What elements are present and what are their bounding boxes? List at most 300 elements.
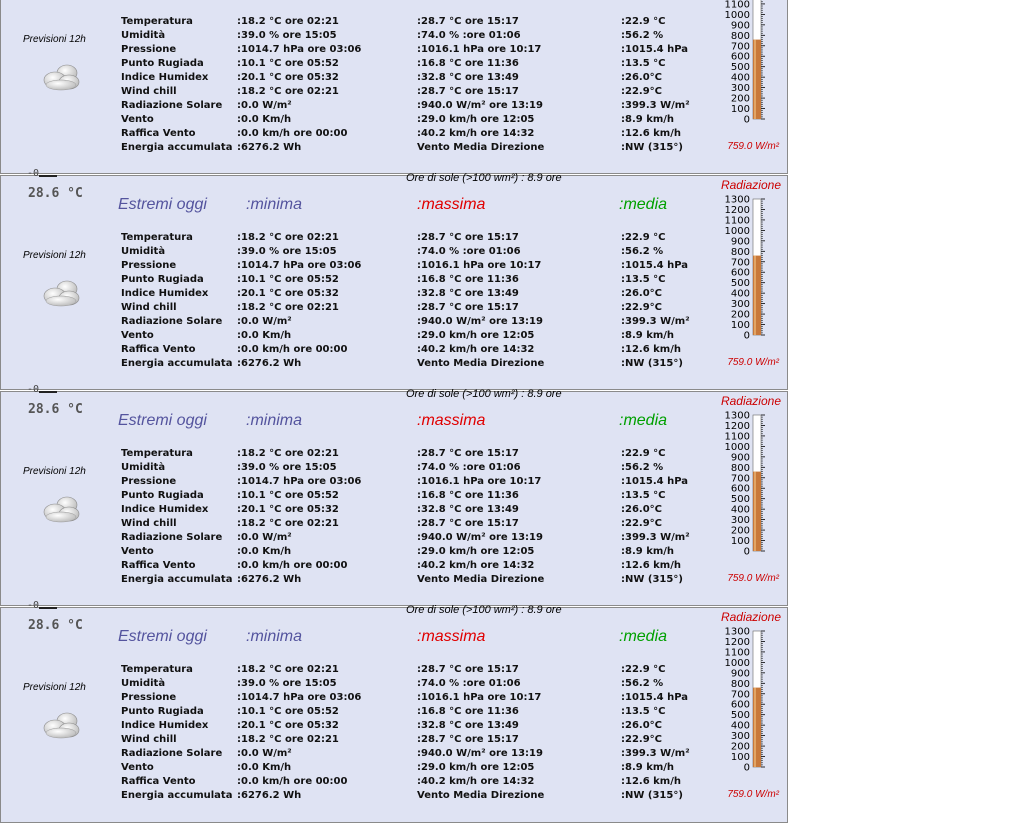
extremes-header	[118, 0, 678, 2]
row-label: Pressione	[121, 476, 177, 487]
row-avg-value: :22.9°C	[621, 518, 663, 529]
weather-panel	[0, 0, 788, 174]
row-label: Wind chill	[121, 734, 177, 745]
row-max-value: Vento Media Direzione	[417, 574, 545, 585]
gauge-tick-label: 500	[730, 710, 750, 722]
extremes-table	[121, 15, 711, 155]
row-label: Umidità	[121, 462, 166, 473]
row-min-value: :0.0 W/m²	[237, 316, 292, 327]
table-row	[121, 71, 711, 85]
row-avg-value: :8.9 km/h	[621, 114, 675, 125]
row-avg-value: :13.5 °C	[621, 490, 666, 501]
row-min-value: :0.0 km/h ore 00:00	[237, 560, 348, 571]
gauge-tick-label: 500	[730, 62, 750, 74]
row-max-value: :1016.1 hPa ore 10:17	[417, 44, 542, 55]
row-min-value: :0.0 Km/h	[237, 330, 292, 341]
row-min-value: :39.0 % ore 15:05	[237, 462, 337, 473]
row-label: Indice Humidex	[121, 72, 209, 83]
row-min-value: :6276.2 Wh	[237, 790, 302, 801]
gauge-tick-label: 0	[743, 762, 750, 774]
gauge-tick-label: 400	[730, 504, 750, 516]
row-label: Pressione	[121, 44, 177, 55]
row-max-value: :40.2 km/h ore 14:32	[417, 128, 535, 139]
gauge-tick-label: 1200	[724, 204, 750, 216]
table-row	[121, 517, 711, 531]
row-max-value: :28.7 °C ore 15:17	[417, 232, 519, 243]
table-row	[121, 719, 711, 733]
row-min-value: :18.2 °C ore 02:21	[237, 734, 339, 745]
gauge-tick-label: 800	[730, 246, 750, 258]
row-avg-value: :399.3 W/m²	[621, 316, 690, 327]
gauge-tick-label: 600	[730, 267, 750, 279]
table-row	[121, 315, 711, 329]
table-row	[121, 43, 711, 57]
gauge-tick-label: 700	[730, 689, 750, 701]
row-min-value: :0.0 Km/h	[237, 546, 292, 557]
row-label: Punto Rugiada	[121, 706, 204, 717]
gauge-tick-label: 1300	[724, 626, 750, 638]
gauge-tick-label: 200	[730, 93, 750, 105]
row-min-value: :20.1 °C ore 05:32	[237, 72, 339, 83]
gauge-tick-label: 1300	[724, 194, 750, 206]
table-row	[121, 29, 711, 43]
table-row	[121, 545, 711, 559]
table-row	[121, 127, 711, 141]
row-label: Raffica Vento	[121, 344, 196, 355]
row-label: Energia accumulata	[121, 358, 233, 369]
row-label: Temperatura	[121, 448, 193, 459]
gauge-tick-label: 700	[730, 257, 750, 269]
row-avg-value: :8.9 km/h	[621, 762, 675, 773]
row-avg-value: :13.5 °C	[621, 274, 666, 285]
row-min-value: :18.2 °C ore 02:21	[237, 232, 339, 243]
column-max-header: :massima	[417, 412, 486, 429]
row-min-value: :20.1 °C ore 05:32	[237, 288, 339, 299]
row-max-value: :940.0 W/m² ore 13:19	[417, 100, 543, 111]
row-min-value: :0.0 W/m²	[237, 100, 292, 111]
table-row	[121, 141, 711, 155]
row-min-value: :18.2 °C ore 02:21	[237, 448, 339, 459]
row-min-value: :6276.2 Wh	[237, 358, 302, 369]
gauge-tick-label: 1000	[724, 657, 750, 669]
gauge-tick-label: 100	[730, 752, 750, 764]
row-avg-value: :13.5 °C	[621, 58, 666, 69]
row-max-value: :16.8 °C ore 11:36	[417, 58, 519, 69]
table-row	[121, 573, 711, 587]
current-temperature: 28.6 °C	[28, 186, 83, 201]
extremes-header	[118, 628, 678, 650]
gauge-tick-label: 900	[730, 668, 750, 680]
row-label: Indice Humidex	[121, 288, 209, 299]
row-max-value: :16.8 °C ore 11:36	[417, 706, 519, 717]
row-max-value: :28.7 °C ore 15:17	[417, 302, 519, 313]
row-max-value: :29.0 km/h ore 12:05	[417, 546, 535, 557]
row-min-value: :10.1 °C ore 05:52	[237, 706, 339, 717]
row-max-value: :40.2 km/h ore 14:32	[417, 344, 535, 355]
forecast-label: Previsioni 12h	[23, 34, 86, 45]
gauge-tick-label: 600	[730, 699, 750, 711]
temp-scale-stub: -0	[27, 600, 40, 611]
row-avg-value: :22.9 °C	[621, 232, 666, 243]
row-max-value: :940.0 W/m² ore 13:19	[417, 532, 543, 543]
row-min-value: :6276.2 Wh	[237, 142, 302, 153]
gauge-tick-label: 1000	[724, 441, 750, 453]
extremes-title: Estremi oggi	[118, 628, 207, 645]
extremes-table	[121, 447, 711, 587]
row-avg-value: :1015.4 hPa	[621, 476, 688, 487]
table-row	[121, 231, 711, 245]
row-max-value: :29.0 km/h ore 12:05	[417, 114, 535, 125]
row-max-value: :940.0 W/m² ore 13:19	[417, 316, 543, 327]
row-min-value: :1014.7 hPa ore 03:06	[237, 44, 362, 55]
row-label: Radiazione Solare	[121, 316, 223, 327]
row-min-value: :18.2 °C ore 02:21	[237, 664, 339, 675]
table-row	[121, 503, 711, 517]
row-label: Raffica Vento	[121, 128, 196, 139]
gauge-tick-label: 1100	[724, 0, 750, 11]
row-avg-value: :1015.4 hPa	[621, 260, 688, 271]
gauge-tick-label: 900	[730, 20, 750, 32]
row-max-value: :29.0 km/h ore 12:05	[417, 330, 535, 341]
radiation-value: 759.0 W/m²	[727, 141, 779, 152]
gauge-tick-label: 1100	[724, 647, 750, 659]
gauge-tick-label: 700	[730, 473, 750, 485]
gauge-tick-label: 100	[730, 104, 750, 116]
row-avg-value: :56.2 %	[621, 30, 664, 41]
row-avg-value: :26.0°C	[621, 720, 663, 731]
row-max-value: :74.0 % :ore 01:06	[417, 462, 521, 473]
extremes-header	[118, 412, 678, 434]
gauge-fill-highlight	[754, 472, 756, 551]
gauge-tick-label: 300	[730, 83, 750, 95]
row-avg-value: :8.9 km/h	[621, 330, 675, 341]
radiation-gauge	[719, 624, 769, 784]
gauge-tick-label: 800	[730, 30, 750, 42]
row-min-value: :39.0 % ore 15:05	[237, 678, 337, 689]
row-min-value: :1014.7 hPa ore 03:06	[237, 476, 362, 487]
row-label: Indice Humidex	[121, 720, 209, 731]
cloudy-icon	[41, 492, 83, 524]
row-avg-value: :22.9 °C	[621, 664, 666, 675]
extremes-table	[121, 663, 711, 803]
row-avg-value: :26.0°C	[621, 288, 663, 299]
gauge-tick-label: 500	[730, 494, 750, 506]
table-row	[121, 747, 711, 761]
row-max-value: Vento Media Direzione	[417, 790, 545, 801]
row-min-value: :18.2 °C ore 02:21	[237, 16, 339, 27]
row-avg-value: :NW (315°)	[621, 142, 683, 153]
gauge-tick-label: 1000	[724, 9, 750, 21]
gauge-tick-label: 600	[730, 51, 750, 63]
row-avg-value: :399.3 W/m²	[621, 532, 690, 543]
table-row	[121, 15, 711, 29]
column-min-header: :minima	[246, 628, 303, 645]
table-row	[121, 329, 711, 343]
current-temperature: 28.6 °C	[28, 402, 83, 417]
row-min-value: :39.0 % ore 15:05	[237, 246, 337, 257]
table-row	[121, 775, 711, 789]
row-label: Radiazione Solare	[121, 100, 223, 111]
row-avg-value: :56.2 %	[621, 246, 664, 257]
gauge-tick-label: 400	[730, 288, 750, 300]
row-max-value: :28.7 °C ore 15:17	[417, 518, 519, 529]
row-label: Energia accumulata	[121, 574, 233, 585]
row-max-value: :74.0 % :ore 01:06	[417, 678, 521, 689]
gauge-tick-label: 1100	[724, 431, 750, 443]
extremes-header	[118, 196, 678, 218]
table-row	[121, 461, 711, 475]
gauge-tick-label: 700	[730, 41, 750, 53]
radiation-title: Radiazione	[720, 394, 781, 408]
row-label: Vento	[121, 762, 154, 773]
table-row	[121, 789, 711, 803]
row-min-value: :6276.2 Wh	[237, 574, 302, 585]
extremes-table	[121, 231, 711, 371]
table-row	[121, 475, 711, 489]
column-avg-header: :media	[619, 196, 668, 213]
row-min-value: :0.0 km/h ore 00:00	[237, 776, 348, 787]
gauge-tick-label: 500	[730, 278, 750, 290]
row-max-value: :28.7 °C ore 15:17	[417, 86, 519, 97]
row-label: Raffica Vento	[121, 560, 196, 571]
column-avg-header: :media	[619, 628, 668, 645]
table-row	[121, 761, 711, 775]
cloudy-icon	[41, 60, 83, 92]
gauge-tick-label: 800	[730, 462, 750, 474]
row-min-value: :0.0 km/h ore 00:00	[237, 128, 348, 139]
table-row	[121, 733, 711, 747]
row-label: Vento	[121, 114, 154, 125]
row-max-value: :29.0 km/h ore 12:05	[417, 762, 535, 773]
row-label: Temperatura	[121, 664, 193, 675]
row-label: Temperatura	[121, 232, 193, 243]
row-max-value: :16.8 °C ore 11:36	[417, 490, 519, 501]
table-row	[121, 559, 711, 573]
row-min-value: :10.1 °C ore 05:52	[237, 490, 339, 501]
row-label: Wind chill	[121, 302, 177, 313]
row-avg-value: :56.2 %	[621, 678, 664, 689]
row-min-value: :0.0 Km/h	[237, 762, 292, 773]
gauge-tick-label: 400	[730, 72, 750, 84]
row-avg-value: :1015.4 hPa	[621, 692, 688, 703]
row-label: Umidità	[121, 246, 166, 257]
gauge-tick-label: 200	[730, 741, 750, 753]
table-row	[121, 343, 711, 357]
row-avg-value: :8.9 km/h	[621, 546, 675, 557]
row-label: Punto Rugiada	[121, 490, 204, 501]
table-row	[121, 691, 711, 705]
table-row	[121, 357, 711, 371]
row-max-value: Vento Media Direzione	[417, 142, 545, 153]
row-min-value: :18.2 °C ore 02:21	[237, 302, 339, 313]
gauge-tick-label: 100	[730, 536, 750, 548]
row-min-value: :0.0 W/m²	[237, 748, 292, 759]
table-row	[121, 705, 711, 719]
row-min-value: :18.2 °C ore 02:21	[237, 518, 339, 529]
table-row	[121, 259, 711, 273]
table-row	[121, 273, 711, 287]
gauge-tick-label: 0	[743, 114, 750, 126]
row-avg-value: :22.9 °C	[621, 448, 666, 459]
row-avg-value: :12.6 km/h	[621, 344, 681, 355]
forecast-label: Previsioni 12h	[23, 466, 86, 477]
row-label: Punto Rugiada	[121, 274, 204, 285]
cloudy-icon	[41, 276, 83, 308]
forecast-label: Previsioni 12h	[23, 682, 86, 693]
row-max-value: :32.8 °C ore 13:49	[417, 288, 519, 299]
table-row	[121, 287, 711, 301]
row-avg-value: :399.3 W/m²	[621, 100, 690, 111]
column-max-header: :massima	[417, 196, 486, 213]
gauge-tick-label: 300	[730, 299, 750, 311]
table-row	[121, 677, 711, 691]
row-avg-value: :26.0°C	[621, 72, 663, 83]
gauge-tick-label: 0	[743, 546, 750, 558]
column-min-header: :minima	[246, 412, 303, 429]
row-max-value: :28.7 °C ore 15:17	[417, 448, 519, 459]
row-max-value: :74.0 % :ore 01:06	[417, 246, 521, 257]
row-max-value: :1016.1 hPa ore 10:17	[417, 260, 542, 271]
row-avg-value: :26.0°C	[621, 504, 663, 515]
gauge-tick-label: 900	[730, 452, 750, 464]
table-row	[121, 447, 711, 461]
weather-panel	[0, 600, 788, 823]
row-label: Pressione	[121, 692, 177, 703]
gauge-tick-label: 300	[730, 731, 750, 743]
column-avg-header: :media	[619, 412, 668, 429]
row-avg-value: :22.9°C	[621, 302, 663, 313]
row-avg-value: :NW (315°)	[621, 574, 683, 585]
radiation-value: 759.0 W/m²	[727, 789, 779, 800]
row-avg-value: :399.3 W/m²	[621, 748, 690, 759]
row-min-value: :0.0 km/h ore 00:00	[237, 344, 348, 355]
gauge-tick-label: 600	[730, 483, 750, 495]
cloudy-icon	[41, 708, 83, 740]
row-max-value: :32.8 °C ore 13:49	[417, 504, 519, 515]
row-min-value: :39.0 % ore 15:05	[237, 30, 337, 41]
radiation-value: 759.0 W/m²	[727, 357, 779, 368]
table-row	[121, 113, 711, 127]
weather-panel	[0, 384, 788, 606]
row-min-value: :10.1 °C ore 05:52	[237, 58, 339, 69]
sun-hours-text: Ore di sole (>100 wm²) : 8.9 ore	[406, 604, 562, 616]
row-min-value: :1014.7 hPa ore 03:06	[237, 260, 362, 271]
table-row	[121, 99, 711, 113]
row-label: Radiazione Solare	[121, 532, 223, 543]
column-max-header: :massima	[417, 628, 486, 645]
table-row	[121, 663, 711, 677]
gauge-tick-label: 300	[730, 515, 750, 527]
gauge-tick-label: 400	[730, 720, 750, 732]
gauge-tick-label: 1300	[724, 410, 750, 422]
radiation-title: Radiazione	[720, 610, 781, 624]
gauge-tick-label: 900	[730, 236, 750, 248]
row-min-value: :10.1 °C ore 05:52	[237, 274, 339, 285]
row-avg-value: :56.2 %	[621, 462, 664, 473]
table-row	[121, 57, 711, 71]
temp-scale-stub: -0	[27, 384, 40, 395]
radiation-gauge	[719, 0, 769, 136]
row-label: Umidità	[121, 30, 166, 41]
gauge-tick-label: 200	[730, 309, 750, 321]
radiation-title: Radiazione	[720, 178, 781, 192]
gauge-tick-label: 1200	[724, 420, 750, 432]
row-avg-value: :22.9 °C	[621, 16, 666, 27]
row-label: Raffica Vento	[121, 776, 196, 787]
gauge-tick-label: 1200	[724, 636, 750, 648]
row-max-value: :1016.1 hPa ore 10:17	[417, 692, 542, 703]
row-label: Indice Humidex	[121, 504, 209, 515]
row-avg-value: :22.9°C	[621, 734, 663, 745]
row-label: Wind chill	[121, 86, 177, 97]
gauge-tick-label: 200	[730, 525, 750, 537]
radiation-value: 759.0 W/m²	[727, 573, 779, 584]
row-min-value: :20.1 °C ore 05:32	[237, 720, 339, 731]
row-min-value: :0.0 W/m²	[237, 532, 292, 543]
row-label: Radiazione Solare	[121, 748, 223, 759]
row-min-value: :20.1 °C ore 05:32	[237, 504, 339, 515]
extremes-title: Estremi oggi	[118, 196, 207, 213]
row-label: Temperatura	[121, 16, 193, 27]
table-row	[121, 85, 711, 99]
row-avg-value: :12.6 km/h	[621, 560, 681, 571]
row-max-value: :16.8 °C ore 11:36	[417, 274, 519, 285]
table-row	[121, 245, 711, 259]
table-row	[121, 301, 711, 315]
radiation-gauge	[719, 408, 769, 568]
row-label: Wind chill	[121, 518, 177, 529]
radiation-gauge	[719, 192, 769, 352]
weather-panel	[0, 168, 788, 390]
row-label: Pressione	[121, 260, 177, 271]
row-max-value: :32.8 °C ore 13:49	[417, 720, 519, 731]
temp-scale-stub: -0	[27, 168, 40, 179]
gauge-fill-highlight	[754, 40, 756, 119]
sun-hours-text: Ore di sole (>100 wm²) : 8.9 ore	[406, 172, 562, 184]
row-max-value: :28.7 °C ore 15:17	[417, 664, 519, 675]
gauge-tick-label: 100	[730, 320, 750, 332]
row-avg-value: :13.5 °C	[621, 706, 666, 717]
row-max-value: :940.0 W/m² ore 13:19	[417, 748, 543, 759]
row-avg-value: :22.9°C	[621, 86, 663, 97]
row-label: Vento	[121, 330, 154, 341]
forecast-label: Previsioni 12h	[23, 250, 86, 261]
row-avg-value: :12.6 km/h	[621, 776, 681, 787]
gauge-fill-highlight	[754, 688, 756, 767]
sun-hours-text: Ore di sole (>100 wm²) : 8.9 ore	[406, 388, 562, 400]
gauge-fill-highlight	[754, 256, 756, 335]
row-max-value: :74.0 % :ore 01:06	[417, 30, 521, 41]
row-max-value: :28.7 °C ore 15:17	[417, 16, 519, 27]
table-row	[121, 531, 711, 545]
row-avg-value: :NW (315°)	[621, 358, 683, 369]
row-label: Energia accumulata	[121, 142, 233, 153]
row-label: Umidità	[121, 678, 166, 689]
gauge-tick-label: 800	[730, 678, 750, 690]
row-max-value: :40.2 km/h ore 14:32	[417, 776, 535, 787]
current-temperature: 28.6 °C	[28, 618, 83, 633]
row-max-value: :28.7 °C ore 15:17	[417, 734, 519, 745]
column-min-header: :minima	[246, 196, 303, 213]
gauge-tick-label: 0	[743, 330, 750, 342]
row-avg-value: :12.6 km/h	[621, 128, 681, 139]
row-max-value: Vento Media Direzione	[417, 358, 545, 369]
row-max-value: :32.8 °C ore 13:49	[417, 72, 519, 83]
table-row	[121, 489, 711, 503]
row-avg-value: :NW (315°)	[621, 790, 683, 801]
extremes-title: Estremi oggi	[118, 412, 207, 429]
row-min-value: :0.0 Km/h	[237, 114, 292, 125]
